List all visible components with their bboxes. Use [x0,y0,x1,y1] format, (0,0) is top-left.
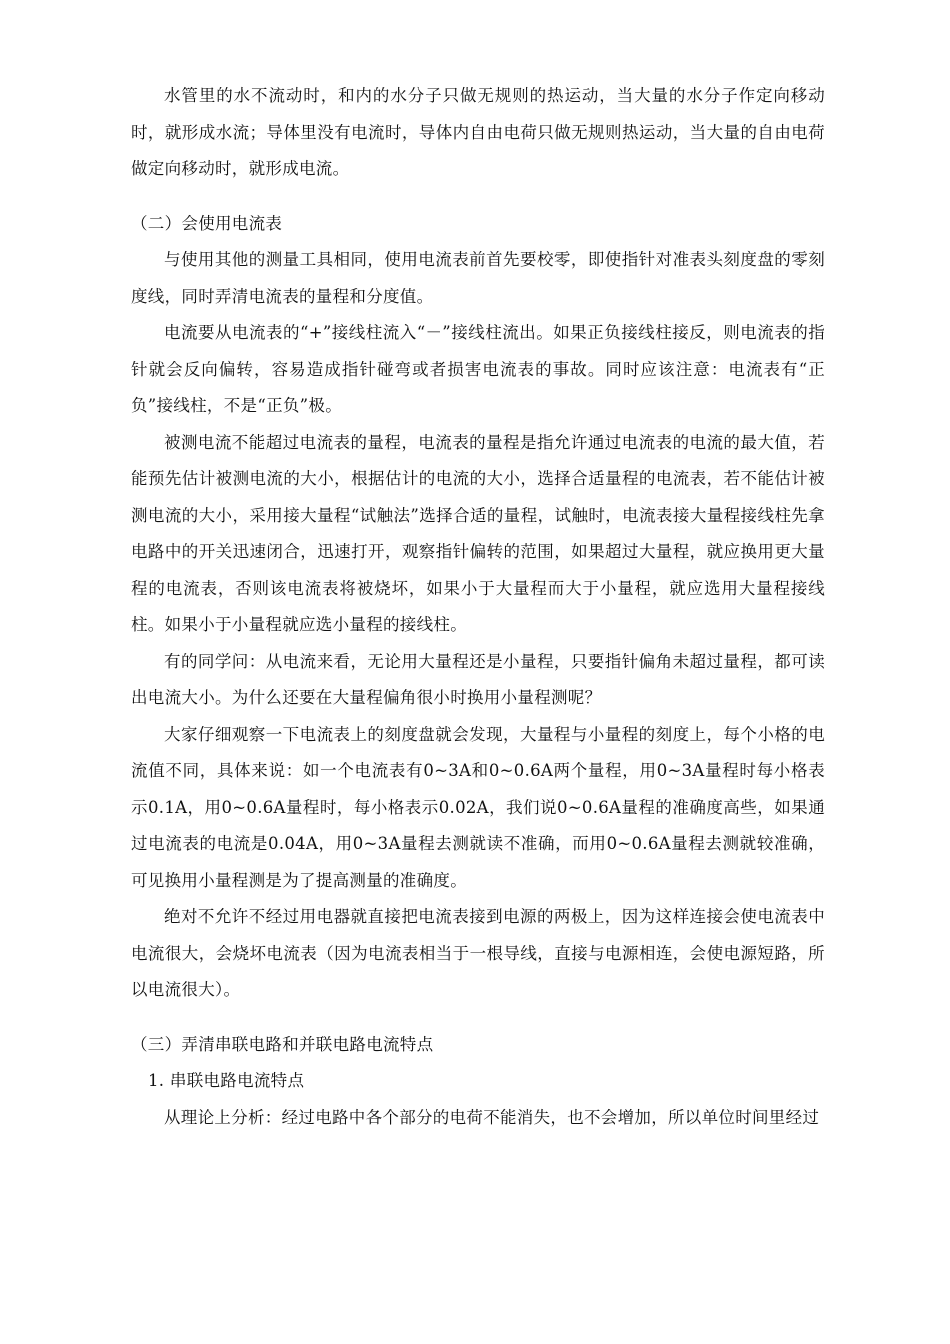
subsection-heading-series-current: 1. 串联电路电流特点 [148,1071,305,1090]
document-body [131,78,825,1136]
paragraph-short-circuit-warning: 绝对不允许不经过用电器就直接把电流表接到电源的两极上，因为这样连接会使电流表中电流很大，会烧坏电流表（因为电流表相当于一根导线，直接与电源相连，会使电源短路，所以电流很大）。 [131,907,825,999]
paragraph-student-question: 有的同学问：从电流来看，无论用大量程还是小量程，只要指针偏角未超过量程，都可读出电流大小。为什么还要在大量程偏角很小时换用小量程测呢？ [131,651,825,707]
section-heading-ammeter-usage: （二）会使用电流表 [131,213,283,233]
paragraph-series-theory: 从理论上分析：经过电路中各个部分的电荷不能消失，也不会增加，所以单位时间里经过 [164,1107,820,1127]
paragraph-scale-precision: 大家仔细观察一下电流表上的刻度盘就会发现，大量程与小量程的刻度上，每个小格的电流值不同，具体来说：如一个电流表有0~3A和0~0.6A两个量程，用0~3A量程时每小格表示0.1A，用0~0.6A量程时，每小格表示0.02A，我们说0~0.6A量程的准确度高些，如果通过电流表的电流是0.04A，用0~3A量程去测就读不准确，而用0~0.6A量程去测就较准确，可见换用小量程测是为了提高测量的准确度。 [131,724,825,890]
paragraph-terminal-polarity: 电流要从电流表的“+”接线柱流入“－”接线柱流出。如果正负接线柱接反，则电流表的指针就会反向偏转，容易造成指针碰弯或者损害电流表的事故。同时应该注意：电流表有“正负”接线柱，不是“正负”极。 [131,323,825,415]
section-heading-series-parallel: （三）弄清串联电路和并联电路电流特点 [131,1034,434,1054]
paragraph-water-flow-analogy: 水管里的水不流动时，和内的水分子只做无规则的热运动，当大量的水分子作定向移动时，就形成水流；导体里没有电流时，导体内自由电荷只做无规则热运动，当大量的自由电荷做定向移动时，就形成电流。 [131,86,825,178]
paragraph-range-selection: 被测电流不能超过电流表的量程，电流表的量程是指允许通过电流表的电流的最大值，若能预先估计被测电流的大小，根据估计的电流的大小，选择合适量程的电流表，若不能估计被测电流的大小，采用接大量程“试触法”选择合适的量程，试触时，电流表接大量程接线柱先拿电路中的开关迅速闭合，迅速打开，观察指针偏转的范围，如果超过大量程，就应换用更大量程的电流表，否则该电流表将被烧坏，如果小于大量程而大于小量程，就应选用大量程接线柱。如果小于小量程就应选小量程的接线柱。 [131,432,825,634]
paragraph-zero-calibration: 与使用其他的测量工具相同，使用电流表前首先要校零，即使指针对准表头刻度盘的零刻度线，同时弄清电流表的量程和分度值。 [131,250,825,306]
